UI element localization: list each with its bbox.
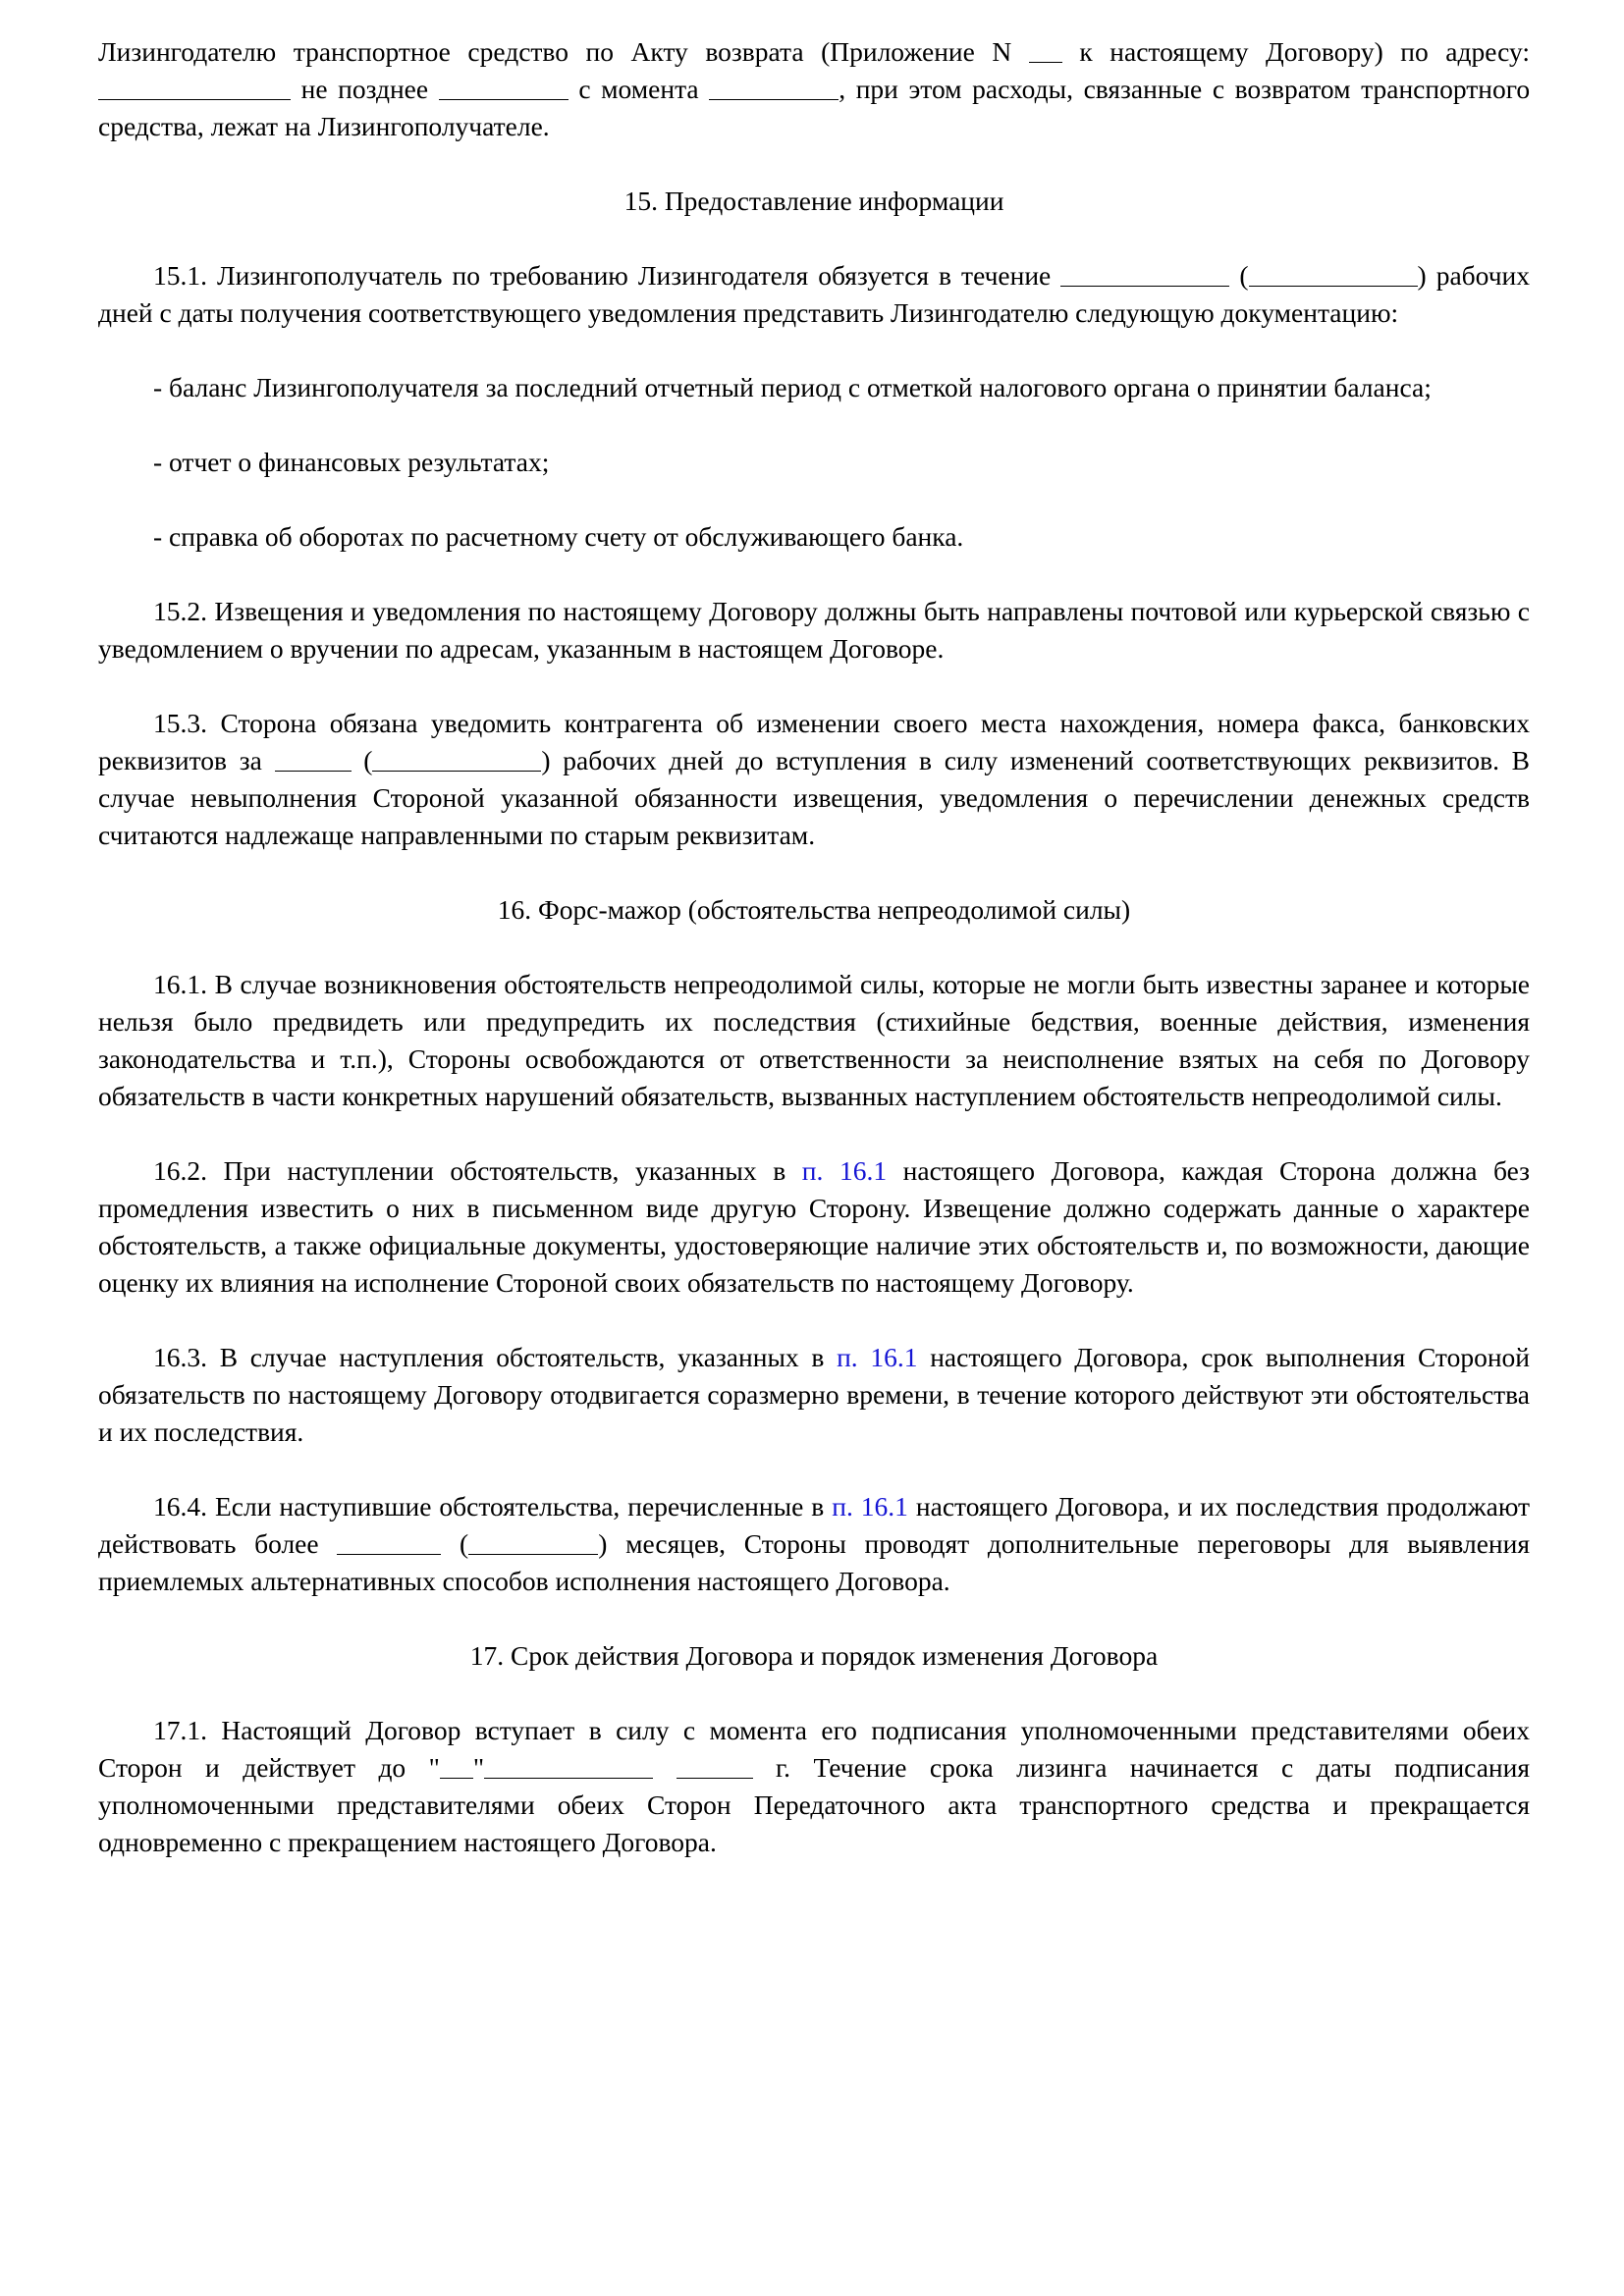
blank-field-days-digits[interactable] bbox=[1060, 261, 1229, 287]
blank-field-appendix-number[interactable] bbox=[1029, 37, 1062, 63]
spacer bbox=[98, 1302, 1530, 1339]
spacer bbox=[98, 332, 1530, 369]
heading-section-17: 17. Срок действия Договора и порядок изменения Договора bbox=[469, 1640, 1159, 1671]
p16-4-text-1: 16.4. Если наступившие обстоятельства, перечисленные в bbox=[153, 1491, 825, 1522]
blank-field-notice-days-words[interactable] bbox=[372, 746, 541, 772]
p16-3-text-1: 16.3. В случае наступления обстоятельств, указанных в bbox=[153, 1342, 825, 1372]
p15-3-text-2: ( bbox=[363, 745, 373, 775]
spacer bbox=[98, 854, 1530, 891]
blank-field-months-digits[interactable] bbox=[337, 1529, 441, 1555]
blank-field-day[interactable] bbox=[440, 1753, 473, 1779]
spacer bbox=[98, 1675, 1530, 1712]
link-clause-16-1[interactable]: п. 16.1 bbox=[832, 1491, 908, 1522]
paragraph-15-3 bbox=[98, 705, 1530, 854]
paragraph-16-4 bbox=[98, 1488, 1530, 1600]
p16-3-text-2: настоящего Договора, срок выполнения Стороной обязательств по настоящему Договору отодвигается соразмерно времени, в течение которого действуют эти обстоятельства и их последствия. bbox=[98, 1342, 1531, 1447]
p16-2-text-1: 16.2. При наступлении обстоятельств, указанных в bbox=[153, 1155, 786, 1186]
p16-2-text-2: настоящего Договора, каждая Сторона должна без промедления известить о них в письменном виде другую Сторону. Извещение должно содержать данные о характере обстоятельств, а также официальные документы, удостоверяющие наличие этих обстоятельств и, по возможности, дающие оценку их влияния на исполнение Стороной своих обязательств по настоящему Договору. bbox=[98, 1155, 1531, 1298]
carryover-text-1: Лизингодателю транспортное средство по Акту возврата (Приложение N bbox=[98, 36, 1012, 67]
blank-field-year[interactable] bbox=[677, 1753, 753, 1779]
blank-field-address[interactable] bbox=[98, 75, 291, 100]
p15-1-text-2: ( bbox=[1239, 260, 1249, 291]
spacer bbox=[98, 145, 1530, 183]
paragraph-16-1: 16.1. В случае возникновения обстоятельств непреодолимой силы, которые не могли быть известны заранее и которые нельзя было предвидеть или предупредить их последствия (стихийные бедствия, военные действия, изменения законодательства и т.п.), Стороны освобождаются от ответственности за неисполнение взятых на себя по Договору обязательств в части конкретных нарушений обязательств, вызванных наступлением обстоятельств непреодолимой силы. bbox=[98, 969, 1530, 1111]
paragraph-16-3 bbox=[98, 1339, 1530, 1451]
paragraph-16-2 bbox=[98, 1152, 1530, 1302]
list-item: - отчет о финансовых результатах; bbox=[153, 447, 550, 477]
p15-1-text-3: ) рабочих дней с даты получения соответствующего уведомления представить Лизингодателю следующую документацию: bbox=[98, 260, 1531, 328]
paragraph-15-1 bbox=[98, 257, 1530, 332]
p16-4-text-3: ( bbox=[460, 1528, 469, 1559]
carryover-text-3: не позднее bbox=[300, 74, 429, 104]
p15-3-text-1: 15.3. Сторона обязана уведомить контрагента об изменении своего места нахождения, номера факса, банковских реквизитов за bbox=[98, 708, 1530, 775]
blank-field-deadline[interactable] bbox=[439, 75, 568, 100]
blank-field-months-words[interactable] bbox=[468, 1529, 598, 1555]
spacer bbox=[98, 220, 1530, 257]
p17-1-text-3: г. Течение срока лизинга начинается с даты подписания уполномоченными представителями обеих Сторон Передаточного акта транспортного средства и прекращается одновременно с прекращением настоящего Договора. bbox=[98, 1752, 1531, 1857]
paragraph-carryover bbox=[98, 33, 1530, 145]
paragraph-17-1 bbox=[98, 1712, 1530, 1861]
list-item: - справка об оборотах по расчетному счету от обслуживающего банка. bbox=[153, 521, 964, 552]
carryover-text-4: с момента bbox=[578, 74, 699, 104]
link-clause-16-1[interactable]: п. 16.1 bbox=[837, 1342, 918, 1372]
spacer bbox=[98, 1451, 1530, 1488]
blank-field-moment[interactable] bbox=[709, 75, 839, 100]
p16-4-text-2: настоящего Договора, и их последствия продолжают действовать более bbox=[98, 1491, 1531, 1559]
list-item: - баланс Лизингополучателя за последний отчетный период с отметкой налогового органа о принятии баланса; bbox=[153, 372, 1432, 402]
carryover-text-2: к настоящему Договору) по адресу: bbox=[1079, 36, 1531, 67]
spacer bbox=[98, 1600, 1530, 1637]
link-clause-16-1[interactable]: п. 16.1 bbox=[801, 1155, 888, 1186]
spacer bbox=[98, 481, 1530, 518]
p15-1-text-1: 15.1. Лизингополучатель по требованию Лизингодателя обязуется в течение bbox=[153, 260, 1052, 291]
p17-1-text-2: " bbox=[472, 1752, 485, 1783]
spacer bbox=[98, 1115, 1530, 1152]
p15-3-text-3: ) рабочих дней до вступления в силу изменений соответствующих реквизитов. В случае невыполнения Стороной указанной обязанности извещения, уведомления о перечислении денежных средств считаются надлежаще направленными по старым реквизитам. bbox=[98, 745, 1531, 850]
blank-field-days-words[interactable] bbox=[1249, 261, 1418, 287]
spacer bbox=[98, 929, 1530, 966]
document-body bbox=[98, 33, 1530, 1861]
spacer bbox=[98, 406, 1530, 444]
blank-field-month[interactable] bbox=[484, 1753, 653, 1779]
heading-section-15: 15. Предоставление информации bbox=[623, 186, 1004, 216]
paragraph-15-2: 15.2. Извещения и уведомления по настоящему Договору должны быть направлены почтовой или курьерской связью с уведомлением о вручении по адресам, указанным в настоящем Договоре. bbox=[98, 596, 1530, 664]
p17-1-text-1: 17.1. Настоящий Договор вступает в силу с момента его подписания уполномоченными представителями обеих Сторон и действует до " bbox=[98, 1715, 1530, 1783]
spacer bbox=[98, 667, 1530, 705]
heading-section-16: 16. Форс-мажор (обстоятельства непреодолимой силы) bbox=[497, 894, 1131, 925]
spacer bbox=[98, 556, 1530, 593]
blank-field-notice-days-digits[interactable] bbox=[275, 746, 352, 772]
p16-4-text-4: ) месяцев, Стороны проводят дополнительные переговоры для выявления приемлемых альтернативных способов исполнения настоящего Договора. bbox=[98, 1528, 1531, 1596]
carryover-text-5: , при этом расходы, связанные с возвратом транспортного средства, лежат на Лизингополучателе. bbox=[98, 74, 1531, 141]
